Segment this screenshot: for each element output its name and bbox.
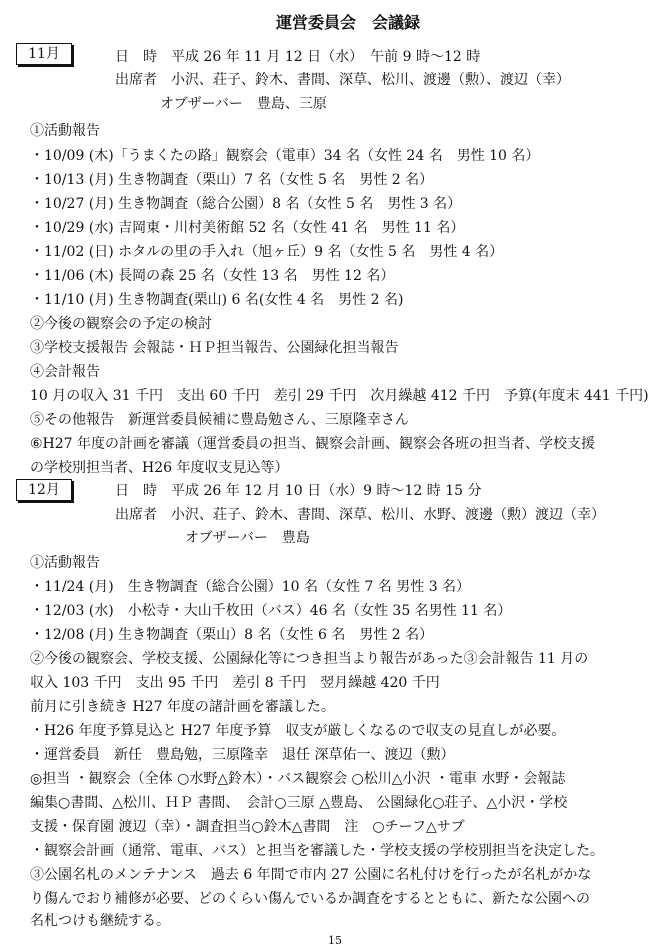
- dec-roles-cont: 支援・保育園 渡辺（幸）・調査担当○鈴木△書間 注 ○チーフ△サブ: [30, 819, 465, 835]
- dec-budget: ・H26 年度予算見込と H27 年度予算 収支が厳しくなるので収支の見直しが必要。: [30, 723, 566, 739]
- month-box-november: 11月: [16, 43, 72, 65]
- nov-activity-item: ・10/13 (月) 生き物調査（栗山）7 名（女性 5 名 男性 2 名）: [30, 172, 434, 188]
- nov-activity-item: ・11/02 (日) ホタルの里の手入れ（旭ヶ丘）9 名（女性 5 名 男性 4 名）: [30, 244, 504, 260]
- dec-park-signs-cont: 名札つけも継続する。: [30, 913, 170, 929]
- dec-observers: オブザーバー 豊島: [185, 530, 310, 546]
- dec-datetime: 日 時 平成 26 年 12 月 10 日（水）9 時～12 時 15 分: [115, 483, 482, 499]
- dec-activity-item: ・12/03 (水) 小松寺・大山千枚田（バス）46 名（女性 35 名男性 11 名）: [30, 603, 512, 619]
- dec-attendees: 出席者 小沢、荘子、鈴木、書間、深草、松川、水野、渡邊（勲）渡辺（幸）: [115, 507, 605, 523]
- nov-item-6: ⑥H27 年度の計画を審議（運営委員の担当、観察会計画、観察会各班の担当者、学校支援: [30, 436, 596, 452]
- nov-activity-item: ・11/06 (木) 長岡の森 25 名（女性 13 名 男性 12 名）: [30, 268, 395, 284]
- dec-plans-intro: 前月に引き続き H27 年度の諸計画を審議した。: [30, 699, 335, 715]
- dec-park-signs: ③公園名札のメンテナンス 過去 6 年間で市内 27 公園に名札付けを行ったが名札がかな: [30, 867, 592, 883]
- nov-observers: オブザーバー 豊島、三原: [160, 96, 327, 112]
- nov-item-6-cont: の学校別担当者、H26 年度収支見込等）: [30, 460, 289, 476]
- dec-observation-plan: ・観察会計画（通常、電車、バス）と担当を審議した・学校支援の学校別担当を決定した。: [30, 843, 604, 859]
- dec-committee: ・運営委員 新任 豊島勉，三原隆幸 退任 深草佑一、渡辺（勲）: [30, 747, 455, 763]
- page-number: 15: [328, 934, 342, 947]
- month-box-december: 12月: [16, 479, 72, 501]
- dec-item-2-cont: 収入 103 千円 支出 95 千円 差引 8 千円 翌月繰越 420 千円: [30, 675, 440, 691]
- nov-item-4-body: 10 月の収入 31 千円 支出 60 千円 差引 29 千円 次月繰越 412 千円 予算(年度末 441 千円): [30, 388, 649, 404]
- nov-item-5: ⑤その他報告 新運営委員候補に豊島勉さん、三原隆幸さん: [30, 412, 409, 428]
- dec-item-2: ②今後の観察会、学校支援、公園緑化等につき担当より報告があった③会計報告 11 月の: [30, 651, 589, 667]
- nov-activity-item: ・10/27 (月) 生き物調査（総合公園）8 名（女性 5 名 男性 3 名）: [30, 196, 462, 212]
- dec-activity-heading: ①活動報告: [30, 555, 100, 571]
- dec-activity-item: ・12/08 (月) 生き物調査（栗山）8 名（女性 6 名 男性 2 名）: [30, 627, 434, 643]
- dec-roles: ◎担当 ・観察会（全体 ○水野△鈴木）・バス観察会 ○松川△小沢 ・電車 水野・会報誌: [30, 771, 566, 787]
- nov-activity-item: ・10/29 (水) 吉岡東・川村美術館 52 名（女性 41 名 男性 11 名）: [30, 220, 465, 236]
- nov-item-3: ③学校支援報告 会報誌・ＨＰ担当報告、公園緑化担当報告: [30, 340, 399, 356]
- nov-datetime: 日 時 平成 26 年 11 月 12 日（水） 午前 9 時～12 時: [115, 49, 481, 65]
- nov-item-2: ②今後の観察会の予定の検討: [30, 316, 212, 332]
- nov-activity-item: ・11/10 (月) 生き物調査(栗山) 6 名(女性 4 名 男性 2 名): [30, 292, 404, 308]
- nov-attendees: 出席者 小沢、荘子、鈴木、書間、深草、松川、渡邊（勲）、渡辺（幸）: [115, 72, 570, 88]
- page-title: 運営委員会 会議録: [276, 13, 421, 32]
- dec-roles-cont: 編集○書間、△松川、ＨＰ 書間、 会計○三原 △豊島、 公園緑化○荘子、△小沢・学校: [30, 795, 568, 811]
- nov-item-4-heading: ④会計報告: [30, 364, 100, 380]
- nov-activity-item: ・10/09 (木)「うまくたの路」観察会（電車）34 名（女性 24 名 男性 10 名）: [30, 148, 540, 164]
- nov-activity-heading: ①活動報告: [30, 123, 100, 139]
- dec-park-signs-cont: り傷んでおり補修が必要、どのくらい傷んでいるか調査をするとともに、新たな公園への: [30, 891, 590, 907]
- dec-activity-item: ・11/24 (月) 生き物調査（総合公園）10 名（女性 7 名 男性 3 名）: [30, 579, 471, 595]
